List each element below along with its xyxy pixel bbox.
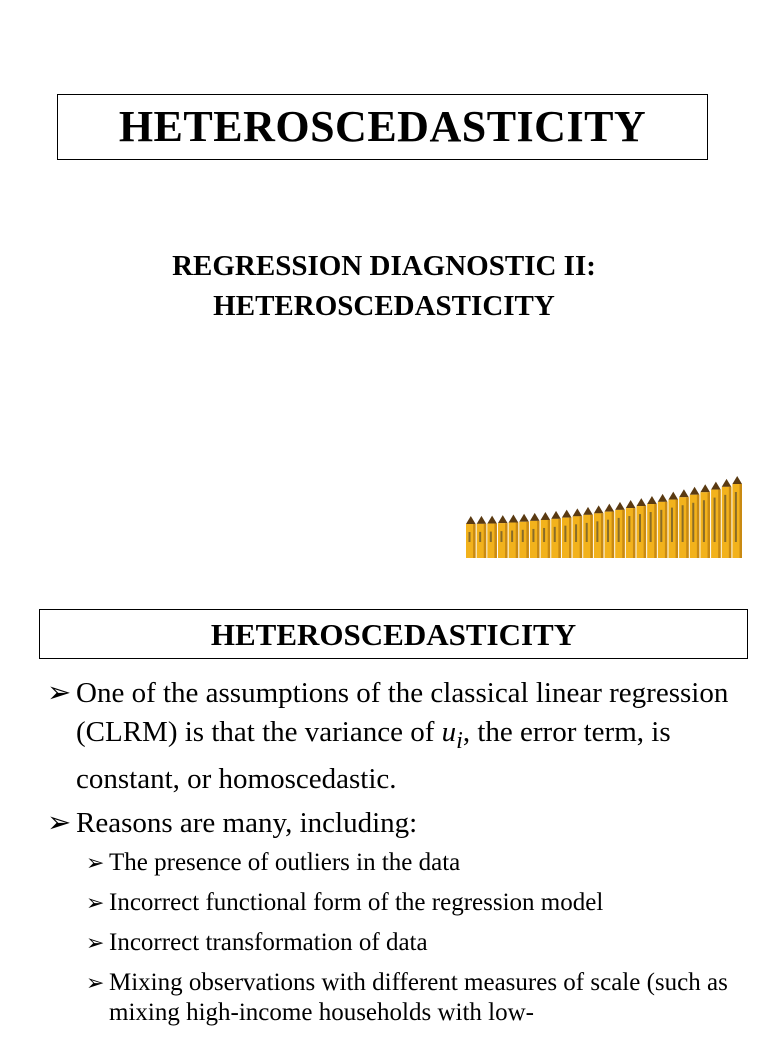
- sub-bullet-item-3: [47, 928, 747, 958]
- arrow-bullet-icon: ➢: [47, 677, 72, 709]
- subtitle-line-1: REGRESSION DIAGNOSTIC II:: [172, 250, 596, 282]
- subtitle-line-2: HETEROSCEDASTICITY: [213, 290, 555, 322]
- variable-u: u: [441, 716, 457, 748]
- sub-bullet-text: Incorrect transformation of data: [109, 928, 428, 956]
- sub-bullet-item-1: [47, 848, 747, 878]
- arrow-bullet-icon: ➢: [86, 929, 105, 955]
- pencil: [562, 510, 572, 558]
- pencil: [722, 479, 732, 558]
- pencil: [605, 504, 615, 558]
- bullet-1-text-before: One of the assumptions of the classical linear regression (CLRM) is that the variance of: [76, 677, 729, 748]
- sub-bullet-text: Incorrect functional form of the regression model: [109, 888, 604, 916]
- pencil: [509, 515, 519, 558]
- section-heading-box: [39, 609, 748, 659]
- bullet-item-2: [47, 804, 747, 843]
- pencil: [573, 508, 583, 558]
- bullet-2-text: Reasons are many, including:: [76, 806, 418, 839]
- pencil: [615, 502, 625, 558]
- pencil: [519, 514, 529, 558]
- sub-bullet-text: Mixing observations with different measures of scale (such as mixing high-income households with low-: [109, 968, 728, 1026]
- pencil: [732, 476, 742, 558]
- pencil: [711, 482, 721, 558]
- pencil: [700, 484, 710, 558]
- pencil: [636, 498, 646, 558]
- sub-bullet-item-2: [47, 888, 747, 918]
- pencil: [626, 500, 636, 558]
- pencil: [668, 492, 678, 558]
- section-heading: HETEROSCEDASTICITY: [210, 616, 577, 652]
- pencil: [487, 516, 497, 558]
- pencil: [647, 496, 657, 558]
- pencil: [658, 494, 668, 558]
- page-title: HETEROSCEDASTICITY: [118, 102, 647, 151]
- pencil: [583, 507, 593, 558]
- sub-bullet-item-4: [47, 968, 747, 1028]
- pencil: [498, 515, 508, 558]
- pencil: [466, 516, 476, 558]
- pencil: [679, 489, 689, 558]
- pencil: [551, 511, 561, 558]
- variable-subscript: i: [456, 726, 463, 754]
- pencil: [541, 512, 551, 558]
- arrow-bullet-icon: ➢: [86, 969, 105, 995]
- title-box: [57, 94, 708, 160]
- pencil: [594, 505, 604, 558]
- pencil: [690, 487, 700, 558]
- pencil: [530, 513, 540, 558]
- bullet-item-1: [47, 674, 747, 799]
- pencil: [477, 516, 487, 558]
- bullet-list: [47, 674, 747, 1038]
- bullet-1-text-after: , the error term, is constant, or homoscedastic.: [76, 716, 671, 795]
- arrow-bullet-icon: ➢: [86, 849, 105, 875]
- subtitle: [0, 246, 768, 326]
- pencils-growth-image: [466, 468, 742, 558]
- arrow-bullet-icon: ➢: [86, 889, 105, 915]
- arrow-bullet-icon: ➢: [47, 806, 72, 839]
- sub-bullet-text: The presence of outliers in the data: [109, 848, 461, 876]
